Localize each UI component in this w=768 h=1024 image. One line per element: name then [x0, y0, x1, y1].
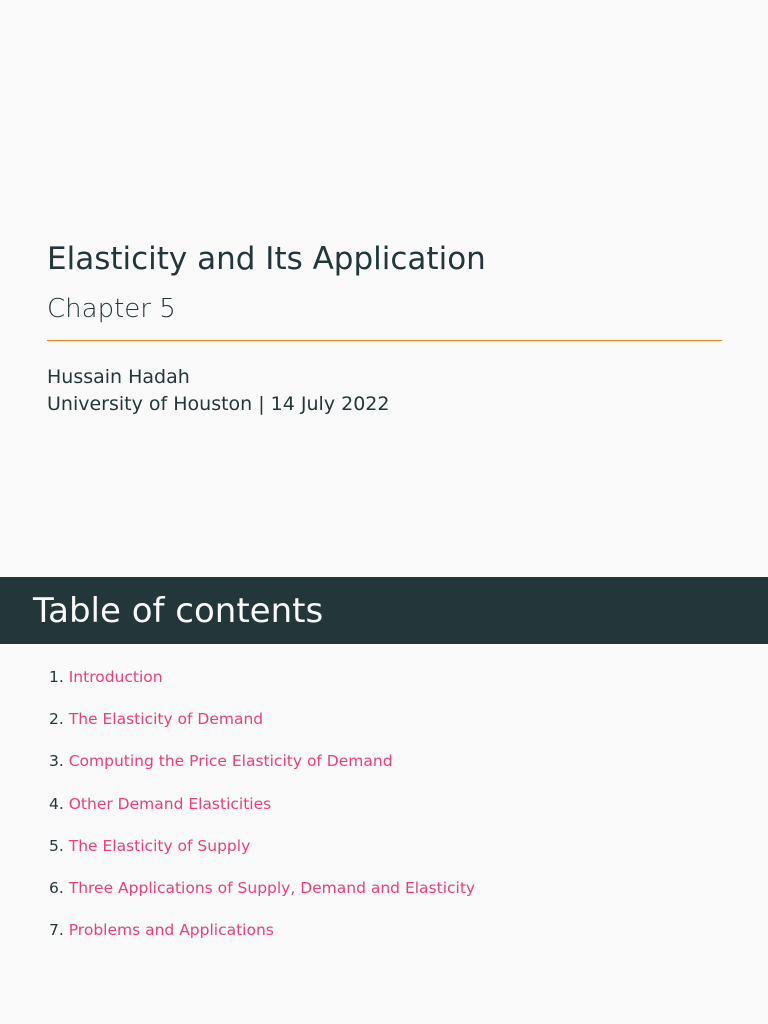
toc-link-elasticity-of-supply[interactable]: The Elasticity of Supply — [68, 837, 251, 855]
toc-link-other-demand-elasticities[interactable]: Other Demand Elasticities — [68, 795, 272, 813]
toc-item-problems-and-applications — [49, 919, 274, 941]
toc-item-three-applications — [49, 877, 475, 899]
toc-item-number: 6. — [49, 879, 64, 897]
toc-item-number: 3. — [49, 752, 64, 770]
title-separator-rule — [47, 340, 722, 341]
toc-item-number: 7. — [49, 921, 64, 939]
toc-frame-title-bar — [0, 577, 768, 644]
toc-link-three-applications[interactable]: Three Applications of Supply, Demand and Elasticity — [68, 879, 476, 897]
toc-item-elasticity-of-supply — [49, 835, 250, 857]
toc-item-other-demand-elasticities — [49, 793, 271, 815]
presentation-title: Elasticity and Its Application — [47, 241, 486, 277]
toc-link-introduction[interactable]: Introduction — [68, 668, 163, 686]
toc-link-problems-and-applications[interactable]: Problems and Applications — [68, 921, 274, 939]
institute-and-date: University of Houston | 14 July 2022 — [47, 393, 390, 415]
toc-item-computing-price-elasticity — [49, 750, 393, 772]
author-name: Hussain Hadah — [47, 366, 190, 388]
presentation-subtitle: Chapter 5 — [47, 294, 176, 324]
toc-item-number: 1. — [49, 668, 64, 686]
toc-item-number: 4. — [49, 795, 64, 813]
toc-link-computing-price-elasticity[interactable]: Computing the Price Elasticity of Demand — [68, 752, 393, 770]
toc-link-elasticity-of-demand[interactable]: The Elasticity of Demand — [68, 710, 264, 728]
toc-item-number: 2. — [49, 710, 64, 728]
toc-item-introduction — [49, 666, 163, 688]
toc-item-number: 5. — [49, 837, 64, 855]
toc-item-elasticity-of-demand — [49, 708, 263, 730]
toc-heading: Table of contents — [33, 591, 324, 631]
